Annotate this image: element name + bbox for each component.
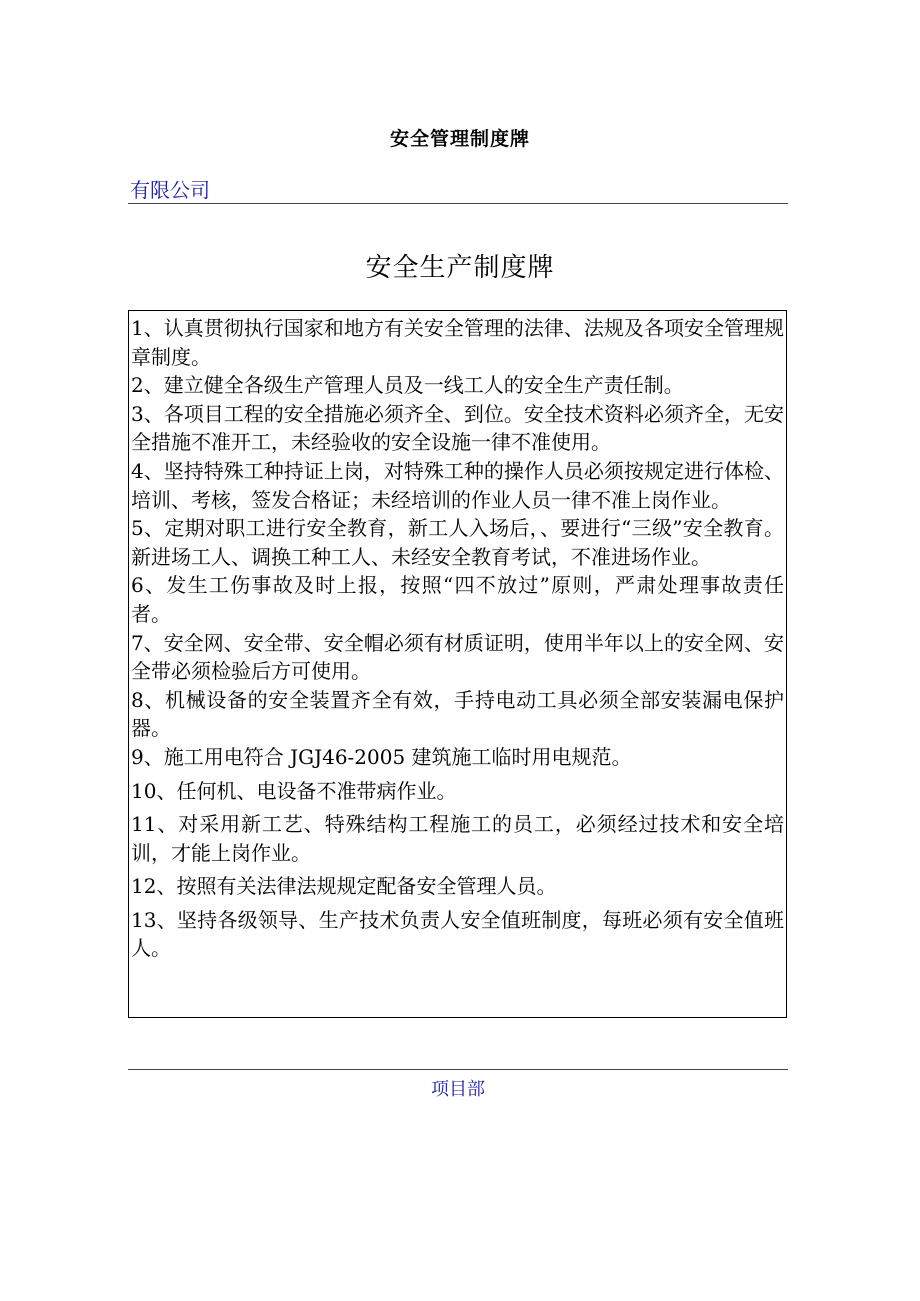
rule-item-11: 11、对采用新工艺、特殊结构工程施工的员工，必须经过技术和安全培训，才能上岗作业。 — [131, 812, 784, 865]
rule-item-10: 10、任何机、电设备不准带病作业。 — [131, 778, 457, 803]
rule-item-12: 12、按照有关法律法规规定配备安全管理人员。 — [131, 874, 557, 899]
rule-item-1: 1、认真贯彻执行国家和地方有关安全管理的法律、法规及各项安全管理规章制度。 — [131, 316, 784, 369]
rule-item-6: 6、发生工伤事故及时上报，按照“四不放过”原则，严肃处理事故责任者。 — [131, 573, 784, 626]
rule-item-7: 7、安全网、安全带、安全帽必须有材质证明，使用半年以上的安全网、安全带必须检验后方可使用。 — [131, 630, 784, 684]
footer-divider — [128, 1069, 788, 1070]
department-name: 项目部 — [431, 1079, 485, 1100]
rule-item-9: 9、施工用电符合 JGJ46-2005 建筑施工临时用电规范。 — [131, 744, 632, 769]
company-name: 有限公司 — [130, 178, 210, 202]
rule-item-4: 4、坚持特殊工种持证上岗，对特殊工种的操作人员必须按规定进行体检、培训、考核，签发合格证；未经培训的作业人员一律不准上岗作业。 — [131, 458, 784, 512]
header-divider — [128, 203, 788, 204]
rules-box — [128, 310, 787, 1018]
rule-item-8: 8、机械设备的安全装置齐全有效，手持电动工具必须全部安装漏电保护器。 — [131, 687, 784, 741]
rule-item-3: 3、各项目工程的安全措施必须齐全、到位。安全技术资料必须齐全，无安全措施不准开工，未经验收的安全设施一律不准使用。 — [131, 401, 784, 455]
rule-item-13: 13、坚持各级领导、生产技术负责人安全值班制度，每班必须有安全值班人。 — [131, 907, 784, 961]
board-title: 安全生产制度牌 — [365, 253, 555, 283]
document-title: 安全管理制度牌 — [389, 128, 530, 150]
rule-item-2: 2、建立健全各级生产管理人员及一线工人的安全生产责任制。 — [131, 373, 684, 398]
rule-item-5: 5、定期对职工进行安全教育，新工人入场后，、要进行“三级”安全教育。新进场工人、调换工种工人、未经安全教育考试，不准进场作业。 — [131, 516, 784, 569]
